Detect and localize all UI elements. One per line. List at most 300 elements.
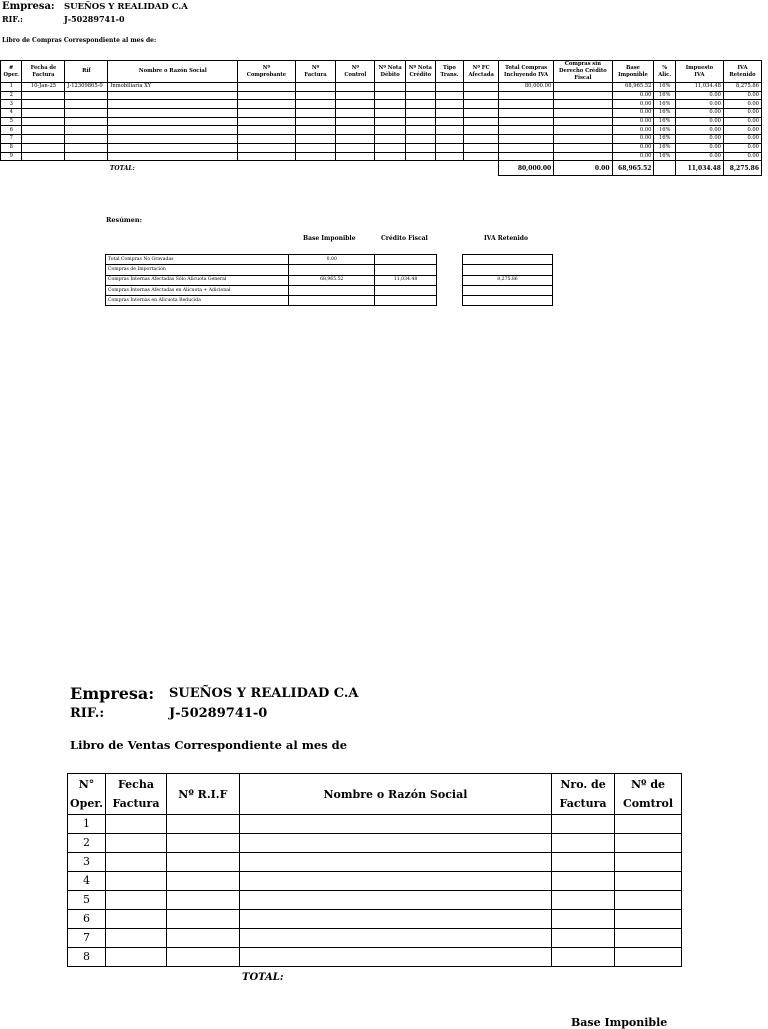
- col-impuesto: Impuesto IVA: [675, 61, 723, 83]
- cell-fecha: [22, 135, 65, 144]
- sales-cell: [239, 834, 551, 853]
- cell-oper: 8: [1, 143, 22, 152]
- cell-alic: 16%: [654, 117, 675, 126]
- cell-rif: [65, 100, 108, 109]
- cell-rif: [65, 135, 108, 144]
- col-comprobante: Nº Comprobante: [238, 61, 295, 83]
- cell-fc: [464, 91, 499, 100]
- cell-iva: 0.00: [675, 126, 723, 135]
- cell-factura: [295, 143, 336, 152]
- summary-credito: [375, 285, 437, 295]
- sales-cell-oper: 7: [68, 929, 106, 948]
- cell-sin-derecho: [554, 91, 612, 100]
- cell-factura: [295, 152, 336, 161]
- cell-nota-debito: [375, 109, 406, 118]
- summary-label: Compras Internas Afectadas Sólo Alicuota General: [106, 275, 289, 285]
- cell-fecha: 10-Jan-25: [22, 83, 65, 92]
- cell-nota-credito: [405, 83, 435, 92]
- sales-cell: [552, 891, 615, 910]
- cell-iva: 0.00: [675, 143, 723, 152]
- summary-retention-row: [463, 255, 553, 265]
- cell-nota-credito: [405, 135, 435, 144]
- summary-label: Compras Internas en Alicuota Reducida: [106, 296, 289, 306]
- col-rif: Rif: [65, 61, 108, 83]
- cell-base: 0.00: [612, 117, 654, 126]
- cell-fc: [464, 152, 499, 161]
- sales-header-row: [68, 774, 682, 815]
- summary-label: Compras Internas Afectadas en Alicuota + Adicional: [106, 285, 289, 295]
- sales-cell-oper: 5: [68, 891, 106, 910]
- summary-table: [105, 254, 437, 306]
- sales-col-nro: Nro. de Factura: [552, 774, 615, 815]
- sales-cell: [105, 872, 166, 891]
- cell-sin-derecho: [554, 109, 612, 118]
- sales-row: [68, 815, 682, 834]
- cell-total: [499, 100, 554, 109]
- cell-fecha: [22, 91, 65, 100]
- sales-cell: [166, 834, 239, 853]
- cell-comprobante: [238, 117, 295, 126]
- purchases-total-iva: 11,034.48: [675, 161, 723, 176]
- cell-fc: [464, 126, 499, 135]
- cell-nota-debito: [375, 126, 406, 135]
- cell-alic: 16%: [654, 126, 675, 135]
- purchases-row: [1, 143, 762, 152]
- cell-nota-credito: [405, 109, 435, 118]
- cell-rif: [65, 126, 108, 135]
- summary-row: [106, 275, 437, 285]
- summary-credito: 11,034.48: [375, 275, 437, 285]
- cell-control: [336, 117, 375, 126]
- cell-nombre: [108, 135, 238, 144]
- cell-nombre: [108, 117, 238, 126]
- sales-cell: [166, 853, 239, 872]
- cell-oper: 7: [1, 135, 22, 144]
- cell-fecha: [22, 143, 65, 152]
- cell-base: 0.00: [612, 135, 654, 144]
- sales-cell: [552, 853, 615, 872]
- cell-comprobante: [238, 100, 295, 109]
- purchases-row: [1, 117, 762, 126]
- cell-oper: 6: [1, 126, 22, 135]
- summary-base: [289, 296, 375, 306]
- cell-factura: [295, 109, 336, 118]
- cell-base: 0.00: [612, 109, 654, 118]
- cell-nota-credito: [405, 143, 435, 152]
- sales-cell: [105, 853, 166, 872]
- cell-factura: [295, 126, 336, 135]
- sales-cell: [105, 891, 166, 910]
- cell-retenido: 0.00: [723, 143, 761, 152]
- cell-comprobante: [238, 83, 295, 92]
- cell-retenido: 0.00: [723, 91, 761, 100]
- purchases-total-sin-derecho: 0.00: [554, 161, 612, 176]
- col-base: Base Imponible: [612, 61, 654, 83]
- sales-cell: [166, 910, 239, 929]
- summary-retenido: [463, 265, 553, 275]
- cell-nota-debito: [375, 143, 406, 152]
- summary-title: Resúmen:: [106, 216, 143, 224]
- sales-row: [68, 834, 682, 853]
- cell-comprobante: [238, 109, 295, 118]
- cell-nota-credito: [405, 117, 435, 126]
- sales-row: [68, 929, 682, 948]
- sales-cell: [239, 815, 551, 834]
- sales-cell: [166, 891, 239, 910]
- cell-fc: [464, 135, 499, 144]
- sales-col-rif: Nº R.I.F: [166, 774, 239, 815]
- company-label: Empresa:: [2, 1, 55, 12]
- summary-base: 68,965.52: [289, 275, 375, 285]
- summary-retenido: 8,275.86: [463, 275, 553, 285]
- cell-nota-debito: [375, 152, 406, 161]
- summary-credito: [375, 255, 437, 265]
- cell-total: [499, 126, 554, 135]
- cell-total: [499, 135, 554, 144]
- cell-tipo: [435, 135, 464, 144]
- cell-nota-debito: [375, 135, 406, 144]
- cell-sin-derecho: [554, 83, 612, 92]
- cell-nombre: [108, 126, 238, 135]
- sales-col-control: Nº de Comtrol: [615, 774, 682, 815]
- cell-sin-derecho: [554, 135, 612, 144]
- cell-rif: [65, 152, 108, 161]
- purchases-total-amount: 80,000.00: [499, 161, 554, 176]
- summary-col-retenido: IVA Retenido: [484, 235, 528, 242]
- cell-iva: 0.00: [675, 100, 723, 109]
- cell-control: [336, 126, 375, 135]
- cell-sin-derecho: [554, 126, 612, 135]
- cell-base: 0.00: [612, 152, 654, 161]
- cell-fecha: [22, 100, 65, 109]
- cell-control: [336, 100, 375, 109]
- cell-sin-derecho: [554, 100, 612, 109]
- sales-row: [68, 948, 682, 967]
- sales-cell: [615, 834, 682, 853]
- cell-fc: [464, 143, 499, 152]
- cell-alic: 16%: [654, 83, 675, 92]
- sales-cell-oper: 2: [68, 834, 106, 853]
- sales-row: [68, 853, 682, 872]
- cell-oper: 4: [1, 109, 22, 118]
- purchases-row: [1, 135, 762, 144]
- cell-total: [499, 117, 554, 126]
- cell-comprobante: [238, 135, 295, 144]
- purchases-book-title: Libro de Compras Correspondiente al mes de:: [2, 37, 157, 44]
- summary-retenido: [463, 285, 553, 295]
- cell-alic: 16%: [654, 109, 675, 118]
- cell-rif: [65, 117, 108, 126]
- col-control: Nº Control: [336, 61, 375, 83]
- cell-iva: 0.00: [675, 91, 723, 100]
- col-oper: # Oper.: [1, 61, 22, 83]
- cell-comprobante: [238, 143, 295, 152]
- cell-nombre: Inmobiliaria XY: [108, 83, 238, 92]
- sales-cell-oper: 4: [68, 872, 106, 891]
- summary-retenido: [463, 296, 553, 306]
- summary-row: [106, 296, 437, 306]
- cell-tipo: [435, 109, 464, 118]
- cell-rif: [65, 91, 108, 100]
- sales-cell: [166, 815, 239, 834]
- sales-cell: [615, 891, 682, 910]
- cell-rif: J-12309865-0: [65, 83, 108, 92]
- sales-cell: [166, 872, 239, 891]
- sales-cell: [166, 929, 239, 948]
- cell-tipo: [435, 152, 464, 161]
- purchases-total-row: [1, 161, 762, 176]
- col-nota-debito: Nº Nota Débito: [375, 61, 406, 83]
- cell-total: [499, 152, 554, 161]
- cell-rif: [65, 143, 108, 152]
- col-fecha: Fecha de Factura: [22, 61, 65, 83]
- sales-cell-oper: 3: [68, 853, 106, 872]
- cell-base: 0.00: [612, 143, 654, 152]
- summary-col-base: Base Imponible: [303, 235, 356, 242]
- sales-cell: [239, 872, 551, 891]
- col-tipo: Tipo Trans.: [435, 61, 464, 83]
- sales-cell: [552, 872, 615, 891]
- sales-cell-oper: 6: [68, 910, 106, 929]
- cell-control: [336, 109, 375, 118]
- cell-tipo: [435, 143, 464, 152]
- purchases-row: [1, 83, 762, 92]
- sales-cell: [239, 891, 551, 910]
- cell-base: 0.00: [612, 91, 654, 100]
- cell-oper: 5: [1, 117, 22, 126]
- summary-retention-row: [463, 265, 553, 275]
- cell-nota-credito: [405, 152, 435, 161]
- cell-control: [336, 152, 375, 161]
- sales-cell-oper: 8: [68, 948, 106, 967]
- sales-row: [68, 872, 682, 891]
- cell-total: [499, 143, 554, 152]
- summary-credito: [375, 265, 437, 275]
- cell-retenido: 8,275.86: [723, 83, 761, 92]
- purchases-total-retenido: 8,275.86: [723, 161, 761, 176]
- cell-oper: 9: [1, 152, 22, 161]
- cell-alic: 16%: [654, 143, 675, 152]
- cell-total: 80,000.00: [499, 83, 554, 92]
- sales-col-nombre: Nombre o Razón Social: [239, 774, 551, 815]
- sales-cell: [552, 910, 615, 929]
- cell-fc: [464, 109, 499, 118]
- sales-cell: [105, 948, 166, 967]
- cell-factura: [295, 91, 336, 100]
- summary-label: Total Compras No Gravadas: [106, 255, 289, 265]
- cell-nota-credito: [405, 126, 435, 135]
- cell-factura: [295, 117, 336, 126]
- sales-book-title: Libro de Ventas Correspondiente al mes de: [70, 738, 348, 752]
- cell-factura: [295, 100, 336, 109]
- cell-alic: 16%: [654, 91, 675, 100]
- sales-cell: [615, 853, 682, 872]
- cell-oper: 3: [1, 100, 22, 109]
- purchases-row: [1, 91, 762, 100]
- summary-base: [289, 285, 375, 295]
- company-name: SUEÑOS Y REALIDAD C.A: [64, 2, 188, 12]
- cell-comprobante: [238, 126, 295, 135]
- col-nombre: Nombre o Razón Social: [108, 61, 238, 83]
- purchases-row: [1, 109, 762, 118]
- sales-cell: [239, 910, 551, 929]
- cell-oper: 2: [1, 91, 22, 100]
- summary-retention-row: [463, 285, 553, 295]
- cell-fc: [464, 83, 499, 92]
- sales-cell: [552, 815, 615, 834]
- sales-cell: [105, 834, 166, 853]
- cell-nota-debito: [375, 83, 406, 92]
- cell-tipo: [435, 91, 464, 100]
- sales-cell: [552, 929, 615, 948]
- sales-cell: [105, 929, 166, 948]
- purchases-row: [1, 100, 762, 109]
- cell-control: [336, 135, 375, 144]
- cell-retenido: 0.00: [723, 135, 761, 144]
- cell-sin-derecho: [554, 143, 612, 152]
- cell-base: 68,965.52: [612, 83, 654, 92]
- sales-cell: [615, 815, 682, 834]
- sales-cell: [239, 948, 551, 967]
- cell-fecha: [22, 152, 65, 161]
- cell-retenido: 0.00: [723, 117, 761, 126]
- cell-nota-credito: [405, 91, 435, 100]
- cell-alic: 16%: [654, 152, 675, 161]
- sales-cell: [239, 853, 551, 872]
- cell-retenido: 0.00: [723, 152, 761, 161]
- summary-retention-row: [463, 275, 553, 285]
- col-sin-derecho: Compras sin Derecho Crédito Fiscal: [554, 61, 612, 83]
- col-fc: Nº FC Afectada: [464, 61, 499, 83]
- purchases-table: [0, 60, 762, 176]
- sales-total-label: TOTAL:: [242, 972, 284, 983]
- cell-nombre: [108, 109, 238, 118]
- sales-cell: [239, 929, 551, 948]
- cell-retenido: 0.00: [723, 109, 761, 118]
- summary-base: [289, 265, 375, 275]
- rif-value-2: J-50289741-0: [169, 706, 268, 721]
- cell-sin-derecho: [554, 117, 612, 126]
- sales-col-oper: N° Oper.: [68, 774, 106, 815]
- summary-label: Compras de Importación: [106, 265, 289, 275]
- cell-nota-debito: [375, 117, 406, 126]
- cell-control: [336, 83, 375, 92]
- cell-nombre: [108, 91, 238, 100]
- purchases-header-row: [1, 61, 762, 83]
- sales-table: [67, 773, 682, 967]
- sales-col-fecha: Fecha Factura: [105, 774, 166, 815]
- cell-base: 0.00: [612, 100, 654, 109]
- summary-col-credito: Crédito Fiscal: [381, 235, 428, 242]
- sales-cell: [615, 948, 682, 967]
- cell-alic: 16%: [654, 100, 675, 109]
- cell-iva: 11,034.48: [675, 83, 723, 92]
- cell-tipo: [435, 126, 464, 135]
- summary-row: [106, 285, 437, 295]
- cell-nota-debito: [375, 100, 406, 109]
- cell-fecha: [22, 126, 65, 135]
- col-alic: % Alic.: [654, 61, 675, 83]
- sales-cell: [552, 834, 615, 853]
- cell-control: [336, 143, 375, 152]
- sales-cell: [615, 929, 682, 948]
- cell-rif: [65, 109, 108, 118]
- cell-fecha: [22, 109, 65, 118]
- cell-base: 0.00: [612, 126, 654, 135]
- rif-value: J-50289741-0: [64, 14, 125, 24]
- col-retenido: IVA Retenido: [723, 61, 761, 83]
- cell-comprobante: [238, 152, 295, 161]
- cell-nota-debito: [375, 91, 406, 100]
- cell-retenido: 0.00: [723, 100, 761, 109]
- cell-iva: 0.00: [675, 109, 723, 118]
- cell-total: [499, 91, 554, 100]
- rif-label: RIF.:: [2, 14, 24, 24]
- sales-base-label: Base Imponible: [571, 1016, 668, 1029]
- sales-cell: [166, 948, 239, 967]
- cell-fc: [464, 100, 499, 109]
- cell-retenido: 0.00: [723, 126, 761, 135]
- cell-factura: [295, 135, 336, 144]
- summary-base: 0.00: [289, 255, 375, 265]
- summary-retention-table: [462, 254, 553, 306]
- cell-nombre: [108, 152, 238, 161]
- summary-row: [106, 255, 437, 265]
- rif-label-2: RIF.:: [70, 706, 105, 721]
- cell-iva: 0.00: [675, 135, 723, 144]
- cell-control: [336, 91, 375, 100]
- summary-row: [106, 265, 437, 275]
- sales-cell: [552, 948, 615, 967]
- cell-oper: 1: [1, 83, 22, 92]
- cell-iva: 0.00: [675, 152, 723, 161]
- purchases-total-label: TOTAL:: [109, 164, 135, 172]
- sales-cell: [615, 872, 682, 891]
- col-factura: Nº Factura: [295, 61, 336, 83]
- cell-nombre: [108, 100, 238, 109]
- cell-tipo: [435, 83, 464, 92]
- col-total: Total Compras Incluyendo IVA: [499, 61, 554, 83]
- cell-tipo: [435, 117, 464, 126]
- cell-sin-derecho: [554, 152, 612, 161]
- sales-cell: [615, 910, 682, 929]
- col-nota-credito: Nº Nota Crédito: [405, 61, 435, 83]
- company-label-2: Empresa:: [70, 684, 155, 703]
- cell-factura: [295, 83, 336, 92]
- cell-fc: [464, 117, 499, 126]
- company-name-2: SUEÑOS Y REALIDAD C.A: [169, 686, 359, 701]
- sales-row: [68, 891, 682, 910]
- cell-nota-credito: [405, 100, 435, 109]
- summary-retenido: [463, 255, 553, 265]
- sales-cell-oper: 1: [68, 815, 106, 834]
- sales-cell: [105, 815, 166, 834]
- cell-fecha: [22, 117, 65, 126]
- cell-tipo: [435, 100, 464, 109]
- cell-comprobante: [238, 91, 295, 100]
- purchases-total-base: 68,965.52: [612, 161, 654, 176]
- sales-row: [68, 910, 682, 929]
- cell-total: [499, 109, 554, 118]
- cell-nombre: [108, 143, 238, 152]
- summary-credito: [375, 296, 437, 306]
- purchases-row: [1, 152, 762, 161]
- summary-retention-row: [463, 296, 553, 306]
- sales-cell: [105, 910, 166, 929]
- cell-iva: 0.00: [675, 117, 723, 126]
- cell-alic: 16%: [654, 135, 675, 144]
- purchases-row: [1, 126, 762, 135]
